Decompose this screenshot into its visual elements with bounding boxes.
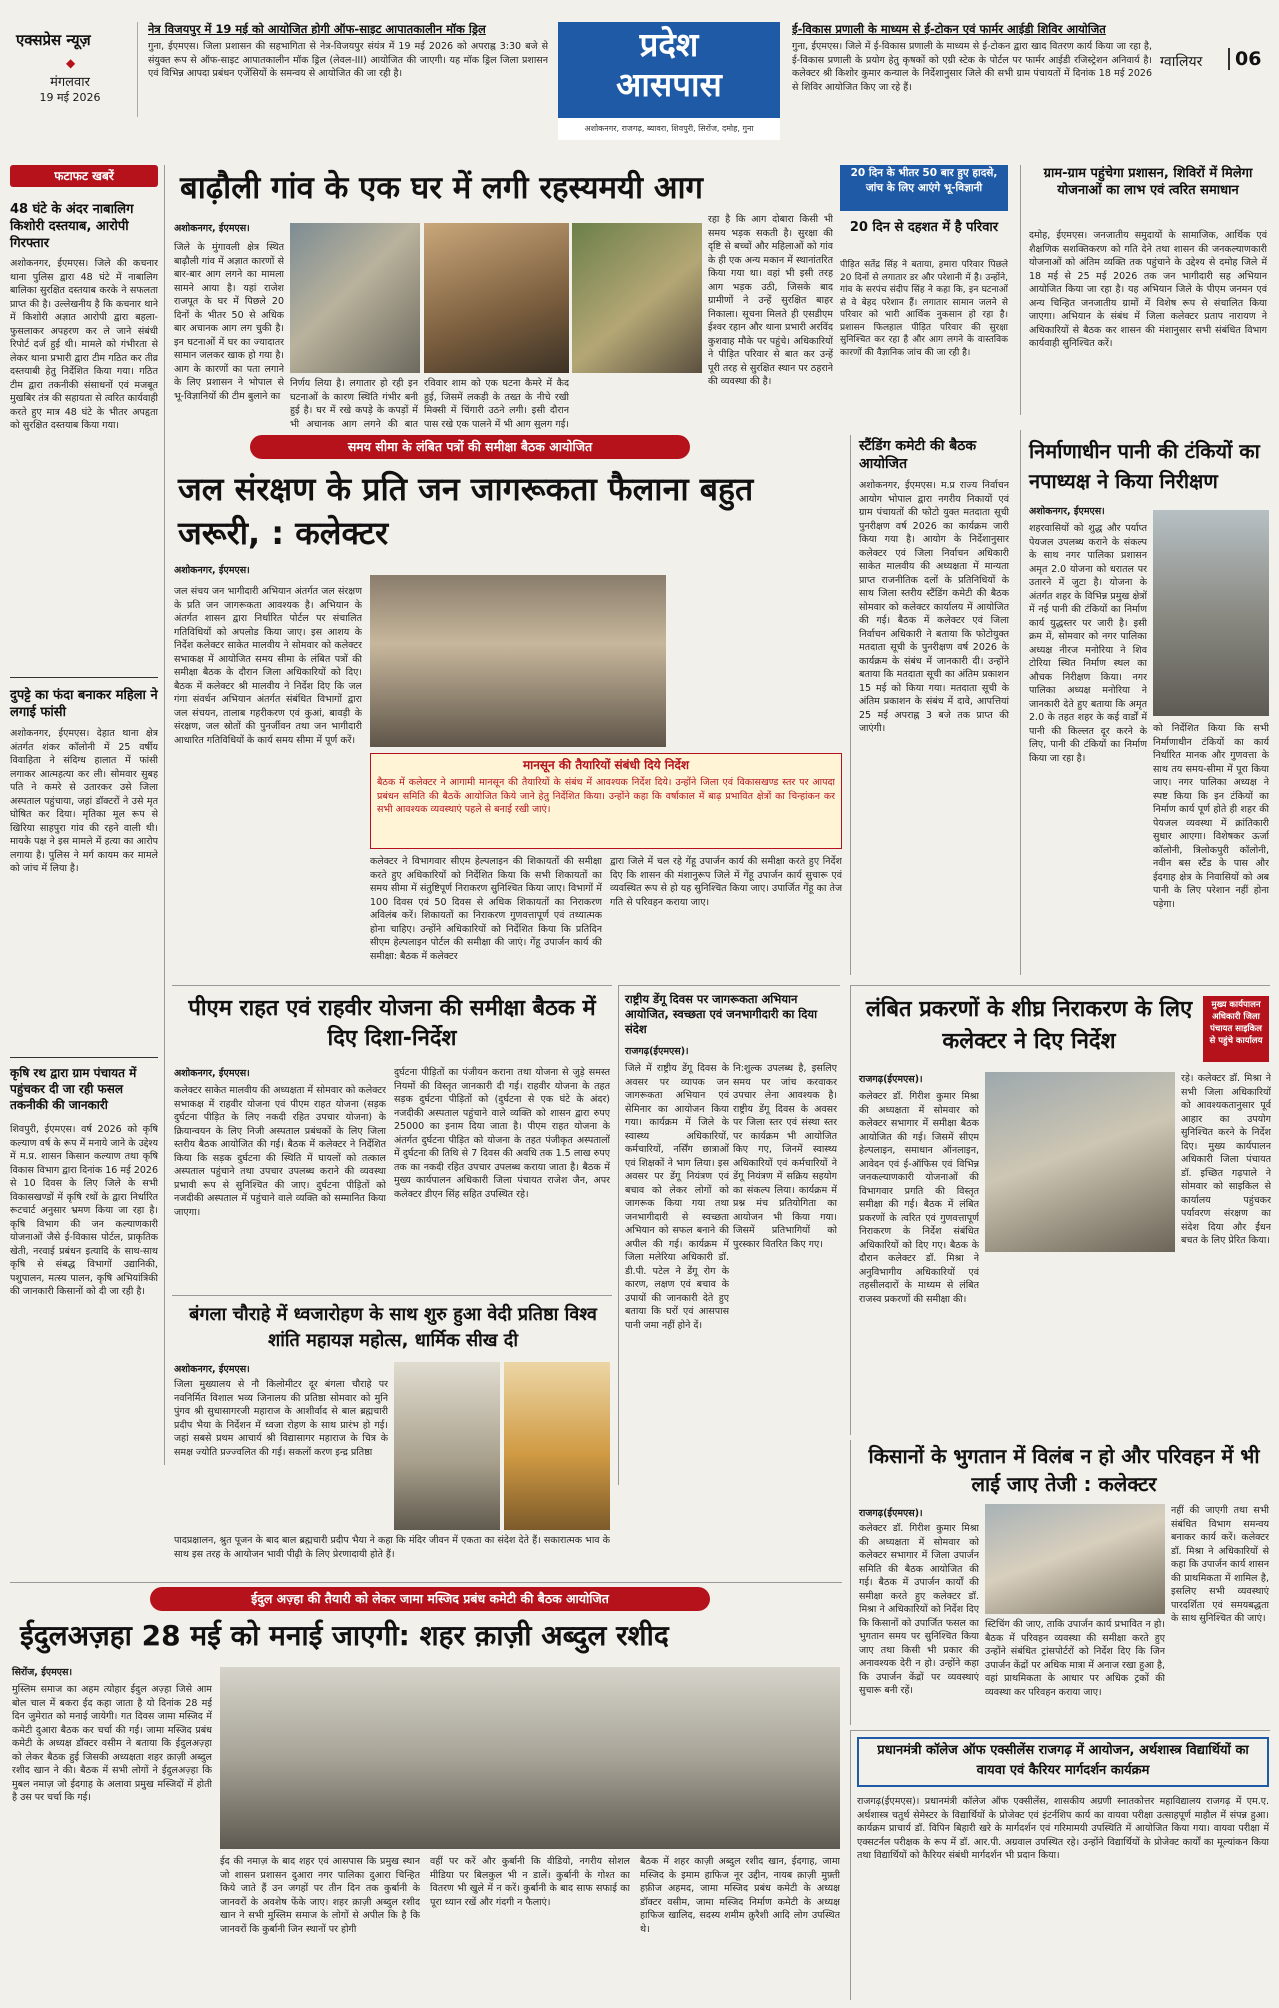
fatafat-story2-headline: दुपट्टे का फंदा बनाकर महिला ने लगाई फांसी (10, 688, 158, 720)
fatafat-story1-body: अशोकनगर, ईएमएस। जिले की कचनार थाना पुलिस द्वारा 48 घंटे में नाबालिग बालिका सुरक्षित दस्तयाब करके ने सफलता प्राप्त की है। उल्लेखनीय है कि कचनार थाने में किशोरी अज्ञात आरोपी द्वारा बहला-फुसलाकर अपहरण कर ले जाने संबंधी रिपोर्ट दर्ज हुई थी। मामले को गंभीरता से लेकर थाना प्रभारी द्वारा टीम गठित कर तीव्र दस्तयाबी हेतु निर्देशित किया गया। गठित टीम द्वारा तकनीकी संसाधनों एवं मजबूत मुखबिर तंत्र की सहायता से त्वरित कार्यवाही करते हुए मात्र 48 घंटे के भीतर अपहृता को सुरक्षित दस्तयाब किया गया। (10, 258, 158, 431)
fatafat-column (10, 165, 165, 1465)
jal-photo (370, 575, 666, 747)
jal-story (172, 435, 844, 975)
lambit-tag: मुख्य कार्यपालन अधिकारी जिला पंचायत साइकिल से पहुंचे कार्यालय (1203, 996, 1269, 1062)
fatafat-story1-headline: 48 घंटे के अंदर नाबालिग किशोरी दस्तयाब, आरोपी गिरफ्तार (10, 202, 134, 251)
dengu-col2: नि:शुल्क उपलब्ध है, इसलिए समय पर जांच करवाकर उपचार लेना आवश्यक है। राष्ट्रीय डेंगू दिवस के अवसर पर जिला स्तर एवं संस्था स्तर पर कार्यक्रम भी आयोजित किए गए, जिनमें स्वास्थ्य अधिकारियों एवं कर्मचारियों ने डेंगू नियंत्रण में सक्रिय सहयोग का संकल्प लिया। कार्यक्रम में प्रश्न मंच प्रतियोगिता का आयोजन भी किया गया। जिसमें प्रतिभागियों को पुरस्कार वितरित किए गए। (733, 1063, 837, 1250)
college-body: राजगढ़(ईएमएस)। प्रधानमंत्री कॉलेज ऑफ एक्सीलेंस, शासकीय अग्रणी स्नातकोत्तर महाविद्यालय राजगढ़ में एम.ए. अर्थशास्त्र चतुर्थ सेमेस्टर के विद्यार्थियों के प्रोजेक्ट एवं इंटर्नशिप कार्य का वायवा परीक्षा उत्साहपूर्ण माहौल में संपन्न हुआ। कार्यक्रम प्राचार्य डॉ. विपिन बिहारी खरे के मार्गदर्शन एवं गरिमामयी उपस्थिति में आयोजित किया गया। वायवा परीक्षा में एक्सटर्नल परीक्षक के रूप में डॉ. आर.पी. अग्रवाल उपस्थित रहे। उन्होंने विद्यार्थियों के प्रोजेक्ट कार्यों का मूल्यांकन किया तथा विद्यार्थियों को कैरियर संबंधी मार्गदर्शन भी प्रदान किया। (857, 1796, 1269, 1861)
pm-col2: दुर्घटना पीड़ितों का पंजीयन कराना तथा योजना से जुड़े समस्त नियमों की विस्तृत जानकारी दी गई। राहवीर योजना के तहत सड़क दुर्घटना पीड़ितों को (दुर्घटना से एक घंटे के अंदर) नजदीकी अस्पताल पहुंचाने वाले व्यक्ति को शासन द्वारा रुपए 25000 का इनाम दिया जाता है। पीएम राहत योजना के अंतर्गत दुर्घटना पीड़ित को योजना के तहत पंजीकृत अस्पतालों में दुर्घटना की तिथि से 7 दिवस की अवधि तक 1.5 लाख रुपए तक का नकदी रहित उपचार उपलब्ध कराया जाता है। बैठक में मुख्य कार्यपालन अधिकारी जिला पंचायत राजेश जैन, अपर कलेक्टर डीएन सिंह सहित उपस्थित रहे। (394, 1067, 610, 1200)
top-right-news-body: गुना, ईएमएस। जिले में ई-विकास प्रणाली के माध्यम से ई-टोकन द्वारा खाद वितरण कार्य किया जा रहा है, ई-विकास प्रणाली के प्रयोग हेतु कृषकों को एग्री स्टेक के पोर्टल पर फार्मर आईडी रजिस्ट्रेशन अनिवार्य है। कलेक्टर श्री किशोर कुमार कन्याल के निर्देशानुसार जिले की सभी ग्राम पंचायतों में दिनांक 18 मई 2026 से शिविर आयोजित किए जा रहे हैं। (792, 41, 1152, 93)
top-left-news-headline: नेत्र विजयपुर में 19 मई को आयोजित होगी ऑफ-साइट आपातकालीन मॉक ड्रिल (148, 22, 486, 36)
eid-col3: वहीं पर करें और कुर्बानी कि वीडियो, नगरीय सोशल मीडिया पर बिलकुल भी न डालें। कुर्बानी के गोश्त का वितरण भी खुले में न करें। कुर्बानी के बाद साफ सफाई का पूरा ध्यान रखें और गंदगी न फैलाएं। (430, 1856, 630, 1908)
bangla-photo-2 (504, 1362, 610, 1530)
lead-col3b (572, 377, 702, 429)
jal-headline: जल संरक्षण के प्रति जन जागरूकता फैलाना बहुत जरूरी, : कलेक्टर (178, 470, 754, 552)
brand-name: एक्सप्रेस न्यूज़ (16, 31, 91, 49)
lead-box-headline: 20 दिन के भीतर 50 बार हुए हादसे, जांच के लिए आएंगे भू-विज्ञानी (840, 165, 1008, 211)
lead-sidebar (840, 165, 1012, 430)
lambit-photo (985, 1072, 1175, 1252)
jal-col2: कलेक्टर ने विभागवार सीएम हेल्पलाइन की शिकायतों की समीक्षा करते हुए अधिकारियों को निर्देशित किया कि सभी शिकायतों का समय सीमा में संतुष्टिपूर्ण निराकरण सुनिश्चित किया जाए। विभागों में 100 दिवस एवं 50 दिवस से अधिक शिकायतों का निराकरण अविलंब करें। शिकायतों का निराकरण गुणवत्तापूर्ण एवं तथ्यात्मक होना चाहिए। उन्होंने अधिकारियों को निर्देशित किया कि प्रतिदिन सीएम हेल्पलाइन पोर्टल की समीक्षा की जाएं। गेंहू उपार्जन कार्य की समीक्षा: बैठक में कलेक्टर (370, 856, 602, 962)
section-banner-top: प्रदेश (639, 25, 699, 64)
dengu-byline: राजगढ़(ईएमएस)। (625, 1046, 689, 1057)
gram-story (1020, 165, 1270, 415)
college-headline: प्रधानमंत्री कॉलेज ऑफ एक्सीलेंस राजगढ़ में आयोजन, अर्थशास्त्र विद्यार्थियों का वायवा एवं कैरियर मार्गदर्शन कार्यक्रम (877, 1743, 1249, 1778)
lead-photo-1 (290, 223, 420, 373)
bangla-photo-1 (394, 1362, 500, 1530)
city-label: ग्वालियर (1160, 54, 1203, 70)
pm-story (172, 985, 612, 1285)
eid-byline: सिरोंज, ईएमएस। (12, 1667, 73, 1678)
eid-col2: ईद की नमाज़ के बाद शहर एवं आसपास कि प्रमुख स्थान जो शासन प्रशासन दुआरा नगर पालिका दुआरा चिन्हित किये जाते हैं उन जगहों पर तीन दिन तक कुर्बानी के जानवरों के अवशेष फेंके जाए। शहर क़ाज़ी अब्दुल रशीद खान ने सभी मुस्लिम समाज के लोगों से अपील कि है कि जानवरों कि कुर्बानी जिन स्थानों पर होगी (220, 1856, 420, 1935)
page-number: 06 (1228, 48, 1261, 70)
lead-box-body: पीड़ित सतेंद्र सिंह ने बताया, हमारा परिवार पिछले 20 दिनों से लगातार डर और परेशानी में है। उन्होंने, गांव के सरपंच संदीप सिंह ने कहा कि, इन घटनाओं से वे बेहद परेशान हैं। लगातार सामान जलने से परिवार को भारी आर्थिक नुकसान हो रहा है। प्रशासन फिलहाल पीड़ित परिवार की सुरक्षा सुनिश्चित कर रहा है और आग लगने के वास्तविक कारणों की वैज्ञानिक जांच की जा रही है। (840, 260, 1008, 358)
pm-headline: पीएम राहत एवं राहवीर योजना की समीक्षा बैठक में दिए दिशा-निर्देश (188, 996, 596, 1051)
issue-day: मंगलवार (50, 75, 90, 90)
lead-photo-3 (572, 223, 702, 373)
lead-col4: रहा है कि आग दोबारा किसी भी समय भड़क सकती है। सुरक्षा की दृष्टि से बच्चों और महिलाओं को गांव के ही एक अन्य मकान में स्थानांतरित किया गया था। वहां भी इसी तरह आग भड़क उठी, जिसके बाद ग्रामीणों ने उन्हें सुरक्षित बाहर निकाला। सूचना मिलते ही एसडीएम ईश्वर रहान और थाना प्रभारी अरविंद कुशवाह मौके पर पहुंचे। अधिकारियों ने पीड़ित परिवार से बात कर उन्हें पूरी तरह से सुरक्षित स्थान पर ठहराने की व्यवस्था की है। (708, 214, 833, 387)
nirman-byline: अशोकनगर, ईएमएस। (1029, 506, 1105, 517)
kisan-body2: स्टिचिंग की जाए, ताकि उपार्जन कार्य प्रभावित न हो। बैठक में परिवहन व्यवस्था की समीक्षा करते हुए उन्होंने संबंधित ट्रांसपोर्टरों को निर्देश दिए कि जिन उपार्जन केंद्रों पर अधिक मात्रा में अनाज रखा हुआ है, वहां प्राथमिकता के आधार पर अधिक ट्रकों की व्यवस्था कर परिवहन कराया जाए। (985, 1619, 1165, 1698)
masthead (10, 22, 1269, 140)
jal-band: समय सीमा के लंबित पत्रों की समीक्षा बैठक आयोजित (250, 435, 690, 459)
gram-body: दमोह, ईएमएस। जनजातीय समुदायों के सामाजिक, आर्थिक एवं शैक्षणिक सशक्तिकरण को गति देने तथा शासन की जनकल्याणकारी योजनाओं को अंतिम व्यक्ति तक पहुंचाने के उद्देश्य से दमोह जिले में 18 मई से 25 मई 2026 तक जन भागीदारी सह अभियान आयोजित किया जा रहा है। यह अभियान जिले के पीएम जनमन एवं अन्य चिन्हित जनजातीय ग्रामों में विशेष रूप से संचालित किया जाएगा। अभियान के संबंध में जिला कलेक्टर प्रताप नारायण ने अधिकारियों से बैठक कर शासन की मंशानुसार सभी संबंधित विभाग कार्यवाही सुनिश्चित करें। (1029, 230, 1267, 349)
kisan-story (850, 1440, 1270, 1725)
eid-story (10, 1582, 842, 2000)
mansoon-body: बैठक में कलेक्टर ने आगामी मानसून की तैयारियों के संबंध में आवश्यक निर्देश दिये। उन्होंने जिला एवं विकासखण्ड स्तर पर आपदा प्रबंधन समिति की बैठकें आयोजित किये जाने हेतु निर्देशित किया। उन्होंने कहा कि वर्षाकाल में बाढ़ प्रभावित क्षेत्रों का चिन्हांकन कर सभी आवश्यक व्यवस्थाएं पहले से बनाई रखी जाएं। (377, 777, 835, 815)
bangla-story (172, 1295, 612, 1575)
brand-block (10, 22, 138, 117)
lambit-body2: रहे। कलेक्टर डॉ. मिश्रा ने सभी जिला अधिकारियों को आवश्यकतानुसार पूर्व आहार का उपयोग सुनिश्चित करने के निर्देश दिए। मुख्य कार्यपालन अधिकारी जिला पंचायत डॉ. इच्छित गढ़पाले ने सोमवार को साइकिल से कार्यालय पहुंचकर पर्यावरण संरक्षण का संदेश दिया और ईंधन बचत के लिए प्रेरित किया। (1181, 1073, 1271, 1246)
college-story (850, 1730, 1270, 2000)
mansoon-box (370, 753, 842, 849)
bangla-headline: बंगला चौराहे में ध्वजारोहण के साथ शुरु हुआ वेदी प्रतिष्ठा विश्व शांति महायज्ञ महोत्स, धार्मिक सीख दी (189, 1304, 597, 1351)
standing-body: अशोकनगर, ईएमएस। म.प्र राज्य निर्वाचन आयोग भोपाल द्वारा नगरीय निकायों एवं ग्राम पंचायतों की फोटो युक्त मतदाता सूची पुनरीक्षण वर्ष 2026 का कार्यक्रम जारी किया गया है। आयोग के निर्देशानुसार कलेक्टर एवं जिला निर्वाचन अधिकारी साकेत मालवीय की अध्यक्षता में मान्यता प्राप्त राजनीतिक दलों के प्रतिनिधियों के साथ जिला स्तरीय स्टैंडिंग कमेटी की बैठक सोमवार को कलेक्टर कार्यालय में आयोजित की गई। बैठक में कलेक्टर एवं जिला निर्वाचन अधिकारी ने बताया कि फोटोयुक्त मतदाता सूची के पुनरीक्षण वर्ष 2026 के कार्यक्रम के संबंध में जानकारी दी। उन्होंने बताया कि मतदाता सूची का अंतिम प्रकाशन 15 मई को किया गया। मतदाता सूची के अंतिम प्रकाशन के संबंध में दावे, आपत्तियां 25 मई अपराह्न 3 बजे तक प्राप्त की जाएंगी। (859, 480, 1009, 734)
dengu-headline: राष्ट्रीय डेंगू दिवस पर जागरूकता अभियान आयोजित, स्वच्छता एवं जनभागीदारी का दिया संदेश (625, 992, 818, 1036)
lead-col2: निर्णय लिया है। लगातार हो रही इन घटनाओं के कारण स्थिति गंभीर बनी हुई है। घर में रखे कपड़े के कपड़ों में भी अचानक आग लगने की बात (290, 378, 418, 429)
lead-col3: रविवार शाम को एक घटना कैमरे में कैद हुई, जिसमें लकड़ी के तख्त के नीचे रखी मिक्सी में चिंगारी उठने लगी। इसी दौरान पास रखे एक पालने में भी आग सुलग गई। (424, 378, 569, 429)
top-right-news-headline: ई-विकास प्रणाली के माध्यम से ई-टोकन एवं फार्मर आईडी शिविर आयोजित (792, 22, 1106, 36)
kisan-headline: किसानों के भुगतान में विलंब न हो और परिवहन में भी लाई जाए तेजी : कलेक्टर (868, 1444, 1260, 1496)
section-banner-bottom: आसपास (616, 65, 722, 104)
top-left-news-body: गुना, ईएमएस। जिला प्रशासन की सहभागिता से नेत्र-विजयपुर संयंत्र में 19 मई 2026 को अपराह्न 3:30 बजे से संयुक्त रूप से ऑफ-साइट आपातकालीन मॉक ड्रिल (लेवल-III) आयोजित की जाएगी। यह मॉक ड्रिल जिला प्रशासन एवं विभिन्न आपदा प्रबंधन एजेंसियों के समन्वय से आयोजित की जा रही है। (148, 41, 548, 79)
lambit-byline: राजगढ़(ईएमएस)। (859, 1074, 923, 1085)
section-banner (558, 22, 780, 140)
mansoon-headline: मानसून की तैयारियों संबंधी दिये निर्देश (522, 758, 690, 772)
standing-headline: स्टैंडिंग कमेटी की बैठक आयोजित (859, 438, 977, 472)
fatafat-story2-body: अशोकनगर, ईएमएस। देहात थाना क्षेत्र अंतर्गत शंकर कॉलोनी में 25 वर्षीय विवाहिता ने संदिग्ध हालात में फांसी लगाकर आत्महत्या कर ली। सोमवार सुबह पति ने कमरे से उतारकर उसे जिला अस्पताल पहुंचाया, जहां डॉक्टरों ने उसे मृत घोषित कर दिया। मृतिका मूल रूप से खिरिया साहपुरा गांव की रहने वाली थी। मायके पक्ष ने इस मामले में हत्या का आरोप लगाया है। पुलिस ने मर्ग कायम कर मामले को जांच में लिया है। (10, 728, 158, 874)
gram-headline: ग्राम-ग्राम पहुंचेगा प्रशासन, शिविरों में मिलेगा योजनाओं का लाभ एवं त्वरित समाधान (1043, 166, 1253, 198)
pm-col1: कलेक्टर साकेत मालवीय की अध्यक्षता में सोमवार को कलेक्टर सभाकक्ष में राहवीर योजना एवं पीएम राहत योजना (सड़क दुर्घटना पीड़ित के लिए नकदी रहित उपचार योजना) के क्रियान्वयन के लिए निजी अस्पताल प्रबंधकों के लिए जिला स्तरीय बैठक आयोजित की गई। बैठक में कलेक्टर ने निर्देशित किया कि सड़क दुर्घटना की स्थिति में घायलों को तत्काल अस्पताल पहुंचाने तथा उपचार उपलब्ध कराने की व्यवस्था प्रभावी रूप से सुनिश्चित की जाए। दुर्घटना पीड़ितों को नजदीकी अस्पताल में पहुंचाने वाले व्यक्ति को सम्मानित किया जाएगा। (174, 1085, 386, 1218)
standing-story (850, 435, 1010, 975)
bangla-col1: जिला मुख्यालय से नौ किलोमीटर दूर बंगला चौराहे पर नवनिर्मित विशाल भव्य जिनालय की प्रतिष्ठा सोमवार को मुनि पुंगव श्री सुधासागरजी महाराज के आशीर्वाद से बाल ब्रह्मचारी प्रदीप भैया के निर्देशन में ध्वजा रोहण के साथ प्रारंभ हो गई। जहां सबसे प्रथम आचार्य श्री विद्यासागर महाराज के चित्र के समक्ष ज्योति प्रज्ज्वलित की गई। सकलों करण इन्द्र प्रतिष्ठा (174, 1379, 388, 1458)
jal-byline: अशोकनगर, ईएमएस। (174, 565, 250, 576)
issue-date: 19 मई 2026 (39, 91, 101, 104)
lead-headline: बाढ़ौली गांव के एक घर में लगी रहस्यमयी आग (180, 170, 703, 206)
pm-byline: अशोकनगर, ईएमएस। (174, 1068, 250, 1079)
kisan-body: कलेक्टर डॉ. गिरीश कुमार मिश्रा की अध्यक्षता में सोमवार को कलेक्टर सभागार में जिला उपार्जन समिति की बैठक आयोजित की गई। बैठक में उपार्जन कार्यों की समीक्षा करते हुए कलेक्टर डॉ. मिश्रा ने अधिकारियों को निर्देश दिए कि किसानों को उपार्जित फसल का भुगतान समय पर सुनिश्चित किया जाए तथा किसी भी प्रकार की अनावश्यक देरी न हो। उन्होंने कहा कि उपार्जन केंद्रों पर व्यवस्थाएं सुचारू बनी रहें। (859, 1523, 979, 1696)
lead-box-subhead: 20 दिन से दहशत में है परिवार (849, 220, 999, 235)
lambit-headline: लंबित प्रकरणों के शीघ्र निराकरण के लिए कलेक्टर ने दिए निर्देश (865, 997, 1193, 1054)
nirman-body: शहरवासियों को शुद्ध और पर्याप्त पेयजल उपलब्ध कराने के संकल्प के साथ नगर पालिका प्रशासन अमृत 2.0 योजना को धरातल पर उतारने में जुटा है। योजना के अंतर्गत शहर के विभिन्न प्रमुख क्षेत्रों में नई पानी की टंकियों का निर्माण कार्य युद्धस्तर पर जारी है। इसी क्रम में, सोमवार को नगर पालिका अध्यक्ष नीरज मनोरिया ने शिव टोरिया स्थित निर्माण स्थल का औचक निरीक्षण किया। नगर पालिका अध्यक्ष मनोरिया ने जानकारी देते हुए बताया कि अमृत 2.0 के तहत शहर के कई वार्डों में पानी की किल्लत दूर करने के लिए, पानी की टंकियों का निर्माण किया जा रहा है। (1029, 523, 1147, 764)
nirman-story (1020, 430, 1270, 975)
lead-col1: जिले के मुंगावली क्षेत्र स्थित बाढ़ौली गांव में अज्ञात कारणों से बार-बार आग लगने का मामला सामने आया है। यहां राजेश राजपूत के घर में पिछले 20 दिनों के भीतर 50 से अधिक बार अचानक आग लग चुकी है। इन घटनाओं में घर का ज्यादातर सामान जलकर खाक हो गया है। आग के कारणों का पता लगाने के लिए प्रशासन ने भोपाल से भू-विज्ञानियों की टीम बुलाने का (174, 242, 284, 402)
kisan-photo (985, 1504, 1165, 1614)
jal-col3: द्वारा जिले में चल रहे गेंहू उपार्जन कार्य की समीक्षा करते हुए निर्देश दिए कि शासन की मंशानुरूप जिले में गेंहू उपार्जन कार्य सुचारू एवं व्यवस्थित रूप से हो यह सुनिश्चित किया जाए। उपार्जित गेंहू का तेज गति से परिवहन कराया जाए। (610, 856, 842, 908)
nirman-photo (1153, 510, 1269, 716)
lead-byline: अशोकनगर, ईएमएस। (174, 223, 250, 234)
eid-col4: बैठक में शहर काज़ी अब्दुल रशीद खान, ईदगाह, जामा मस्जिद के इमाम हाफिज नूर उद्दीन, नायब क़ाज़ी मुफ़्ती हफ़ीज अहमद, जामा मस्जिद प्रबंध कमेटी के अध्यक्ष डॉक्टर वसीम, जामा मस्जिद निर्माण कमेटी के अध्यक्ष हाफिज खालिद, सदस्य शमीम क़ुरैशी आदि लोग उपस्थित थे। (640, 1856, 840, 1935)
nirman-body2: को निर्देशित किया कि सभी निर्माणाधीन टंकियों का कार्य निर्धारित मानक और गुणवत्ता के साथ तय समय-सीमा में पूरा किया जाए। नगर पालिका अध्यक्ष ने स्पष्ट किया कि इन टंकियों का निर्माण कार्य पूर्ण होते ही शहर की पेयजल व्यवस्था में क्रांतिकारी सुधार आएगा। विशेषकर ऊर्जा कॉलोनी, त्रिलोकपुरी कॉलोनी, नवीन बस स्टैंड के पास और ईदगाह क्षेत्र के निवासियों को अब पानी के लिए परेशान नहीं होना पड़ेगा। (1153, 723, 1269, 910)
eid-band: ईदुल अज़्हा की तैयारी को लेकर जामा मस्जिद प्रबंध कमेटी की बैठक आयोजित (150, 1587, 710, 1611)
fatafat-story3-body: शिवपुरी, ईएमएस। वर्ष 2026 को कृषि कल्याण वर्ष के रूप में मनाये जाने के उद्देश्य में म.प्र. शासन किसान कल्याण तथा कृषि विकास विभाग द्वारा दिनांक 16 मई 2026 से 10 दिवस के लिए जिले के सभी विकासखण्डों में कृषि रथों के द्वारा निर्धारित रूटचार्ट अनुसार भ्रमण किया जा रहा है। कृषि विभाग की जन कल्याणकारी योजनाओं जैसे ई-विकास पोर्टल, प्राकृतिक खेती, नरवाई प्रबंधन इत्यादि के साथ-साथ कृषि से संबद्ध विभागों उद्यानिकी, पशुपालन, मत्स्य पालन, कृषि अभियांत्रिकी की जानकारी किसानों को दी जा रही है। (10, 1124, 158, 1297)
top-left-news (148, 22, 548, 112)
section-districts: अशोकनगर, राजगढ़, ब्यावरा, शिवपुरी, सिरोंज, दमोह, गुना (558, 118, 780, 140)
diamond-icon: ◆ (66, 56, 76, 70)
eid-col1: मुस्लिम समाज का अहम त्योहार ईदुल अज़्हा जिसे आम बोल चाल में बकरा ईद कहा जाता है यो दिनांक 28 मई दिन जुमेरात को मनाई जायेगी। गत दिवस जामा मस्जिद में कमेटी दुआरा बैठक कर चर्चा की गई। जामा मस्जिद प्रबंध कमेटी के अध्यक्ष डॉक्टर वसीम ने बताया कि ईदुलअज़्हा को लेकर बैठक हुई जिसकी अध्यक्षता शहर क़ाज़ी अब्दुल रशीद खान ने की। बैठक में सभी लोगों ने ईदुलअज़्हा कि मुबल नमाज़ जो ईदगाह के अलावा प्रमुख मस्जिदों में होती है उस पर चर्चा कि गई। (12, 1684, 212, 1803)
fatafat-label: फटाफट खबरें (10, 165, 158, 187)
lead-photo-2 (424, 223, 569, 373)
kisan-body3: नहीं की जाएगी तथा सभी संबंधित विभाग समन्वय बनाकर कार्य करें। कलेक्टर डॉ. मिश्रा ने अधिकारियों से कहा कि उपार्जन कार्य शासन की प्राथमिकता में शामिल है, इसलिए सभी व्यवस्थाएं पारदर्शिता एवं समयबद्धता के साथ सुनिश्चित की जाएं। (1171, 1505, 1269, 1624)
top-right-news (792, 22, 1152, 112)
dengu-col1: जिले में राष्ट्रीय डेंगू दिवस के अवसर पर व्यापक जन जागरूकता अभियान एवं सेमिनार का आयोजन किया गया। कार्यक्रम में जिले के स्वास्थ्य अधिकारियों, कर्मचारियों, नर्सिंग छात्राओं एवं शिक्षकों ने भाग लिया। इस अवसर पर डेंगू नियंत्रण एवं बचाव को लेकर लोगों को जागरूक किया गया तथा जनभागीदारी से स्वच्छता अभियान को सफल बनाने की अपील की गई। कार्यक्रम में जिला मलेरिया अधिकारी डॉ. डी.पी. पटेल ने डेंगू रोग के कारण, लक्षण एवं बचाव के उपायों की जानकारी देते हुए बताया कि घरों एवं आसपास पानी जमा नहीं होने दें। (625, 1063, 729, 1331)
bangla-byline: अशोकनगर, ईएमएस। (174, 1364, 250, 1375)
dengu-story (618, 985, 840, 1485)
eid-headline: ईदुलअज़हा 28 मई को मनाई जाएगी: शहर क़ाज़ी अब्दुल रशीद (20, 1619, 669, 1652)
fatafat-story3-headline: कृषि रथ द्वारा ग्राम पंचायत में पहुंचकर दी जा रही फसल तकनीकी की जानकारी (10, 1066, 137, 1112)
lambit-body: कलेक्टर डॉ. गिरीश कुमार मिश्रा की अध्यक्षता में सोमवार को कलेक्टर सभागार में समीक्षा बैठक आयोजित की गई। जिसमें सीएम हेल्पलाइन, समाधान ऑनलाइन, आवेदन एवं ई-ऑफिस एवं विभिन्न जनकल्याणकारी योजनाओं की विभागवार प्रगति की विस्तृत समीक्षा की गई। बैठक में लंबित प्रकरणों के त्वरित एवं गुणवत्तापूर्ण निराकरण के निर्देश संबंधित अधिकारियों को दिए गए। बैठक के दौरान कलेक्टर डॉ. मिश्रा ने अनुविभागीय अधिकारियों एवं तहसीलदारों के माध्यम से लंबित राजस्व प्रकरणों की समीक्षा की। (859, 1091, 979, 1305)
lambit-story (850, 985, 1270, 1435)
eid-photo (220, 1667, 840, 1849)
college-headline-box (857, 1737, 1269, 1787)
jal-col1: जल संचय जन भागीदारी अभियान अंतर्गत जल संरक्षण के प्रति जन जागरूकता आवश्यक है। अभियान के अंतर्गत शासन द्वारा निर्धारित पोर्टल पर संचालित गतिविधियों को अपलोड किया जाए। इस आशय के निर्देश कलेक्टर साकेत मालवीय ने सोमवार को कलेक्टर सभाकक्ष में आयोजित समय सीमा के लंबित पत्रों की समीक्षा बैठक के दौरान जिला अधिकारियों को दिए। बैठक में कलेक्टर श्री मालवीय ने निर्देश दिए कि जल गंगा संवर्धन अभियान अंतर्गत संबंधित विभागों द्वारा जल संचयन, तालाब गहरीकरण एवं कुआं, बावड़ी के संरक्षण, जल स्रोतों की पुनर्जीवन तथा जन भागीदारी आधारित गतिविधियों के कार्य समय सीमा में पूर्ण करें। (174, 586, 362, 746)
bangla-foot: पादप्रक्षालन, श्रुत पूजन के बाद बाल ब्रह्मचारी प्रदीप भैया ने कहा कि मंदिर जीवन में एकता का संदेश देते हैं। सकारात्मक भाव के साथ इस तरह के आयोजन भावी पीढ़ी के लिए प्रेरणादायी होते हैं। (174, 1535, 610, 1560)
kisan-byline: राजगढ़(ईएमएस)। (859, 1508, 923, 1519)
nirman-headline: निर्माणाधीन पानी की टंकियों का नपाध्यक्ष ने किया निरीक्षण (1029, 439, 1260, 493)
